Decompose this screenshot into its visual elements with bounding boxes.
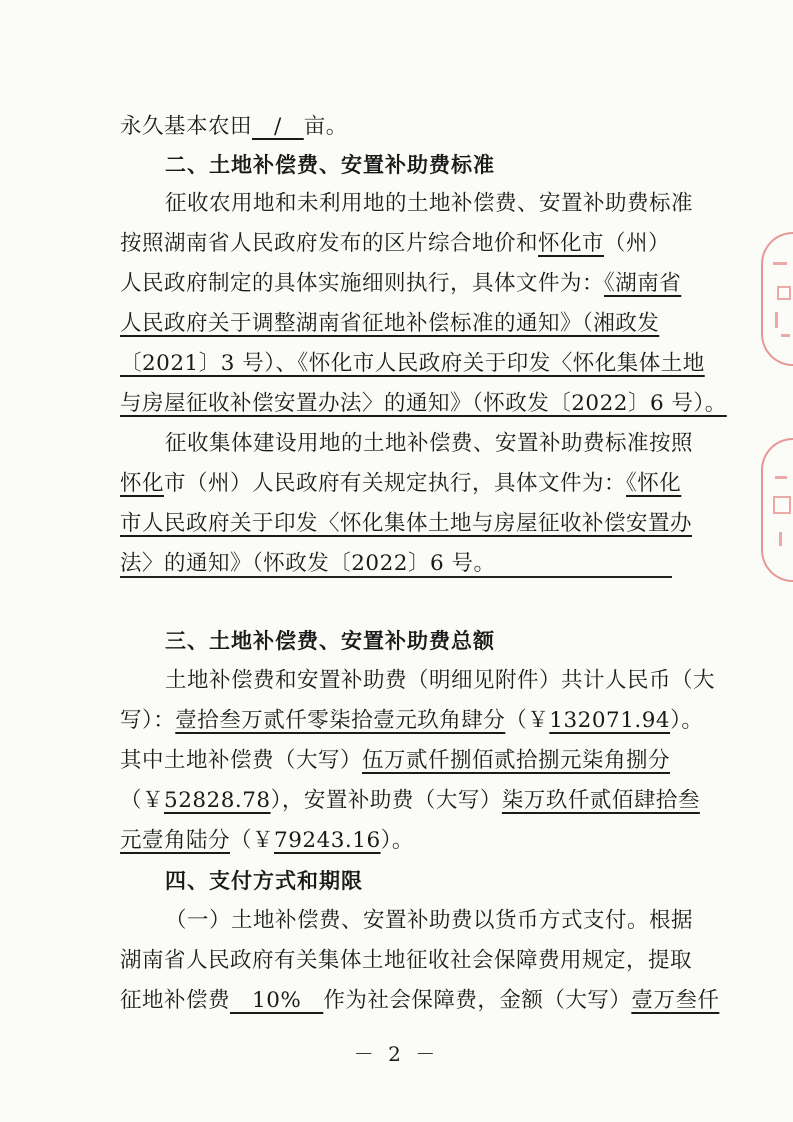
farmland-line xyxy=(120,112,348,142)
paragraph-line xyxy=(120,469,681,499)
document-reference: 《湖南省 xyxy=(604,271,682,296)
text: 作为社会保障费，金额（大写） xyxy=(323,988,632,1013)
document-reference: 市人民政府关于印发〈怀化集体土地与房屋征收补偿安置办 xyxy=(120,511,693,536)
document-reference: 人民政府关于调整湖南省征地补偿标准的通知》（湘政发 xyxy=(120,311,660,336)
text: （￥ xyxy=(505,708,550,733)
text: ）。 xyxy=(670,708,704,733)
text: 写）： xyxy=(120,708,176,733)
document-reference: 《怀化 xyxy=(626,471,682,496)
paragraph-line xyxy=(120,706,703,736)
section-heading-total: 三、土地补偿费、安置补助费总额 xyxy=(165,629,495,653)
paragraph-line: 征收农用地和未利用地的土地补偿费、安置补助费标准 xyxy=(165,191,694,216)
resettlement-subsidy-number: 79243.16 xyxy=(274,828,381,853)
social-security-amount-words: 壹万叁仟 xyxy=(631,988,720,1013)
text: 按照湖南省人民政府发布的区片综合地价和 xyxy=(120,231,539,256)
page-number: － 2 － xyxy=(353,1042,440,1066)
underline-rule xyxy=(120,576,672,578)
section-heading-standards: 二、土地补偿费、安置补助费标准 xyxy=(165,153,495,177)
text: ），安置补助费（大写） xyxy=(270,788,502,813)
document-reference: 法〉的通知》（怀政发〔2022〕6 号。 xyxy=(120,551,496,576)
resettlement-subsidy-words: 元壹角陆分 xyxy=(120,828,231,853)
paragraph-line: 湖南省人民政府有关集体土地征收社会保障费用规定，提取 xyxy=(120,948,693,973)
text: 市（州）人民政府有关规定执行，具体文件为： xyxy=(164,471,627,496)
resettlement-subsidy-words: 柒万玖仟贰佰肆拾叁 xyxy=(501,788,700,813)
paragraph-line xyxy=(120,826,414,856)
land-compensation-words: 伍万贰仟捌佰贰拾捌元柒角捌分 xyxy=(362,748,671,773)
text: （州） xyxy=(604,231,671,256)
text: 其中土地补偿费（大写） xyxy=(120,748,363,773)
paragraph-line xyxy=(120,229,670,259)
document-reference: 与房屋征收补偿安置办法〉的通知》（怀政发〔2022〕6 号）。 xyxy=(120,391,727,416)
city-name: 怀化 xyxy=(120,471,165,496)
paragraph-line xyxy=(120,269,681,299)
paragraph-line: 征收集体建设用地的土地补偿费、安置补助费标准按照 xyxy=(165,431,694,456)
text: 人民政府制定的具体实施细则执行，具体文件为： xyxy=(120,271,605,296)
paragraph-line xyxy=(120,986,719,1016)
paragraph-line xyxy=(120,746,670,776)
paragraph-line: （一）土地补偿费、安置补助费以货币方式支付。根据 xyxy=(165,908,694,933)
paragraph-line xyxy=(120,549,495,579)
paragraph-line xyxy=(120,786,700,816)
text: （￥ xyxy=(120,788,165,813)
text: 永久基本农田 xyxy=(120,114,253,139)
city-name: 怀化市 xyxy=(538,231,605,256)
text: 征地补偿费 xyxy=(120,988,231,1013)
text: （￥ xyxy=(230,828,275,853)
social-security-rate: 10% xyxy=(230,988,324,1013)
text: 亩。 xyxy=(303,114,348,139)
total-amount-words: 壹拾叁万贰仟零柒拾壹元玖角肆分 xyxy=(175,708,506,733)
document-reference: 〔2021〕3 号）、《怀化市人民政府关于印发〈怀化集体土地 xyxy=(120,351,705,376)
farmland-value: / xyxy=(252,114,304,139)
section-heading-payment: 四、支付方式和期限 xyxy=(165,869,363,893)
seal-stamp-icon xyxy=(761,232,793,366)
seal-stamp-icon xyxy=(761,438,793,582)
land-compensation-number: 52828.78 xyxy=(164,788,271,813)
paragraph-line: 土地补偿费和安置补助费（明细见附件）共计人民币（大 xyxy=(165,668,716,693)
text: ）。 xyxy=(380,828,414,853)
total-amount-number: 132071.94 xyxy=(549,708,671,733)
